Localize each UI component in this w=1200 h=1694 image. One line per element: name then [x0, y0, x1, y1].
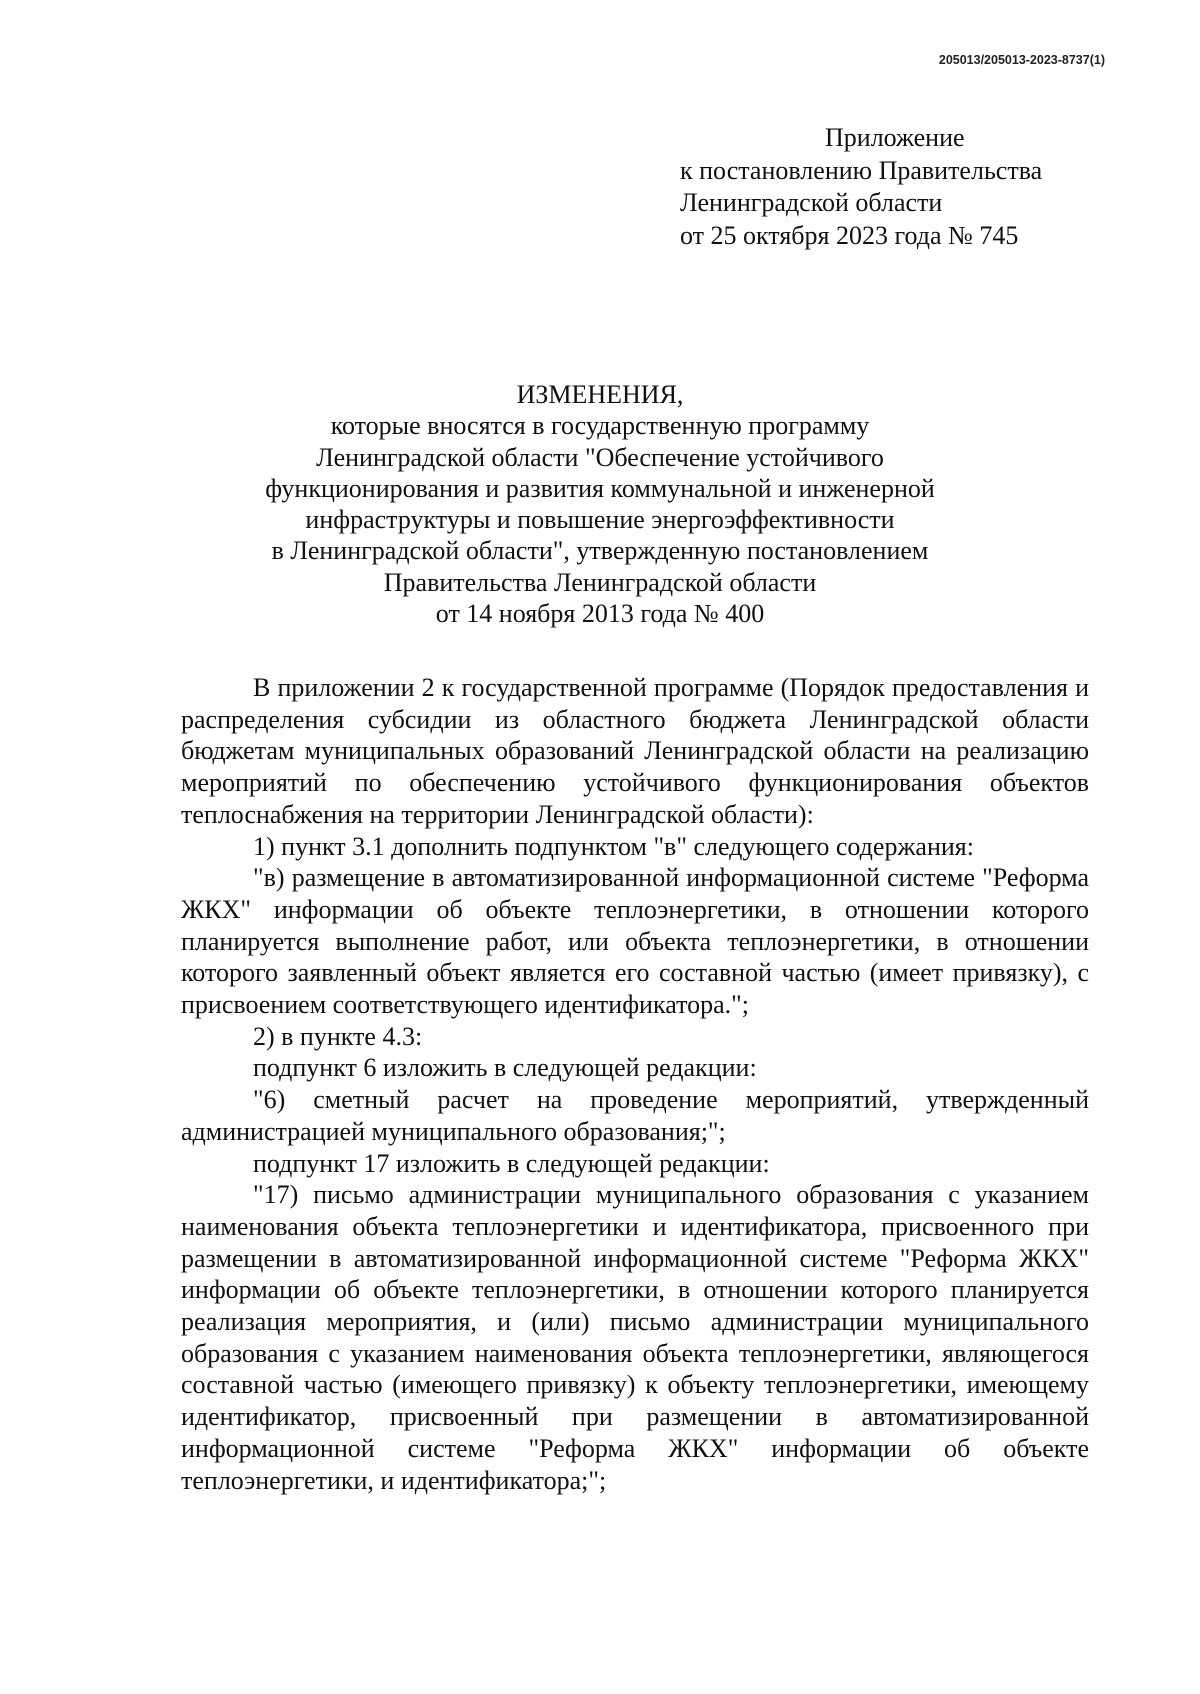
- heading-line: в Ленинградской области", утвержденную постановлением: [271, 536, 929, 566]
- body-paragraph-subitem-17: "17) письмо администрации муниципального образования с указанием наименования объекта теплоэнергетики и идентификатора, присвоенного при размещении в автоматизированной информационной системе "Реформа ЖКХ" информации об объекте теплоэнергетики, в отношении которого планируется реализация мероприятия, и (или) письмо администрации муниципального образования с указанием наименования объекта теплоэнергетики, являющегося составной частью (имеющего привязку) к объекту теплоэнергетики, имеющему идентификатор, присвоенный при размещении в автоматизированной информационной системе "Реформа ЖКХ" информации об объекте теплоэнергетики, и идентификатора;";: [181, 1180, 1089, 1495]
- heading-line: функционирования и развития коммунальной и инженерной: [265, 473, 935, 503]
- heading-line: от 14 ноября 2013 года № 400: [435, 599, 765, 629]
- body-paragraph-subitem-6: "6) сметный расчет на проведение мероприятий, утвержденный администрацией муниципального образования;";: [181, 1085, 1089, 1146]
- heading-line: Ленинградской области "Обеспечение устойчивого: [316, 442, 884, 472]
- document-heading: [180, 379, 1020, 629]
- body-paragraph-subitem-6-intro: подпункт 6 изложить в следующей редакции:: [253, 1053, 757, 1083]
- appendix-line: к постановлению Правительства: [680, 155, 1043, 185]
- heading-line: которые вносятся в государственную программу: [330, 411, 870, 441]
- appendix-line: Ленинградской области: [680, 188, 943, 217]
- heading-title: ИЗМЕНЕНИЯ,: [516, 380, 684, 409]
- document-id: 205013/205013-2023-8737(1): [938, 53, 1105, 67]
- document-body: [181, 672, 1089, 1496]
- body-paragraph-subitem-v: "в) размещение в автоматизированной информационной системе "Реформа ЖКХ" информации об объекте теплоэнергетики, в отношении которого планируется выполнение работ, или объекта теплоэнергетики, в отношении которого заявленный объект является его составной частью (имеет привязку), с присвоением соответствующего идентификатора.";: [181, 863, 1089, 1020]
- appendix-line: Приложение: [825, 123, 965, 152]
- body-paragraph-subitem-17-intro: подпункт 17 изложить в следующей редакции:: [253, 1148, 770, 1178]
- heading-line: инфраструктуры и повышение энергоэффективности: [305, 505, 895, 535]
- body-paragraph-intro: В приложении 2 к государственной программе (Порядок предоставления и распределения субсидии из областного бюджета Ленинградской области бюджетам муниципальных образований Ленинградской области на реализацию мероприятий по обеспечению устойчивого функционирования объектов теплоснабжения на территории Ленинградской области):: [181, 673, 1089, 829]
- appendix-line: от 25 октября 2023 года № 745: [680, 220, 1019, 250]
- body-paragraph-item-2: 2) в пункте 4.3:: [253, 1021, 423, 1051]
- heading-line: Правительства Ленинградской области: [383, 567, 817, 597]
- appendix-block: [680, 122, 1120, 252]
- body-paragraph-item-1: 1) пункт 3.1 дополнить подпунктом "в" следующего содержания:: [253, 831, 974, 861]
